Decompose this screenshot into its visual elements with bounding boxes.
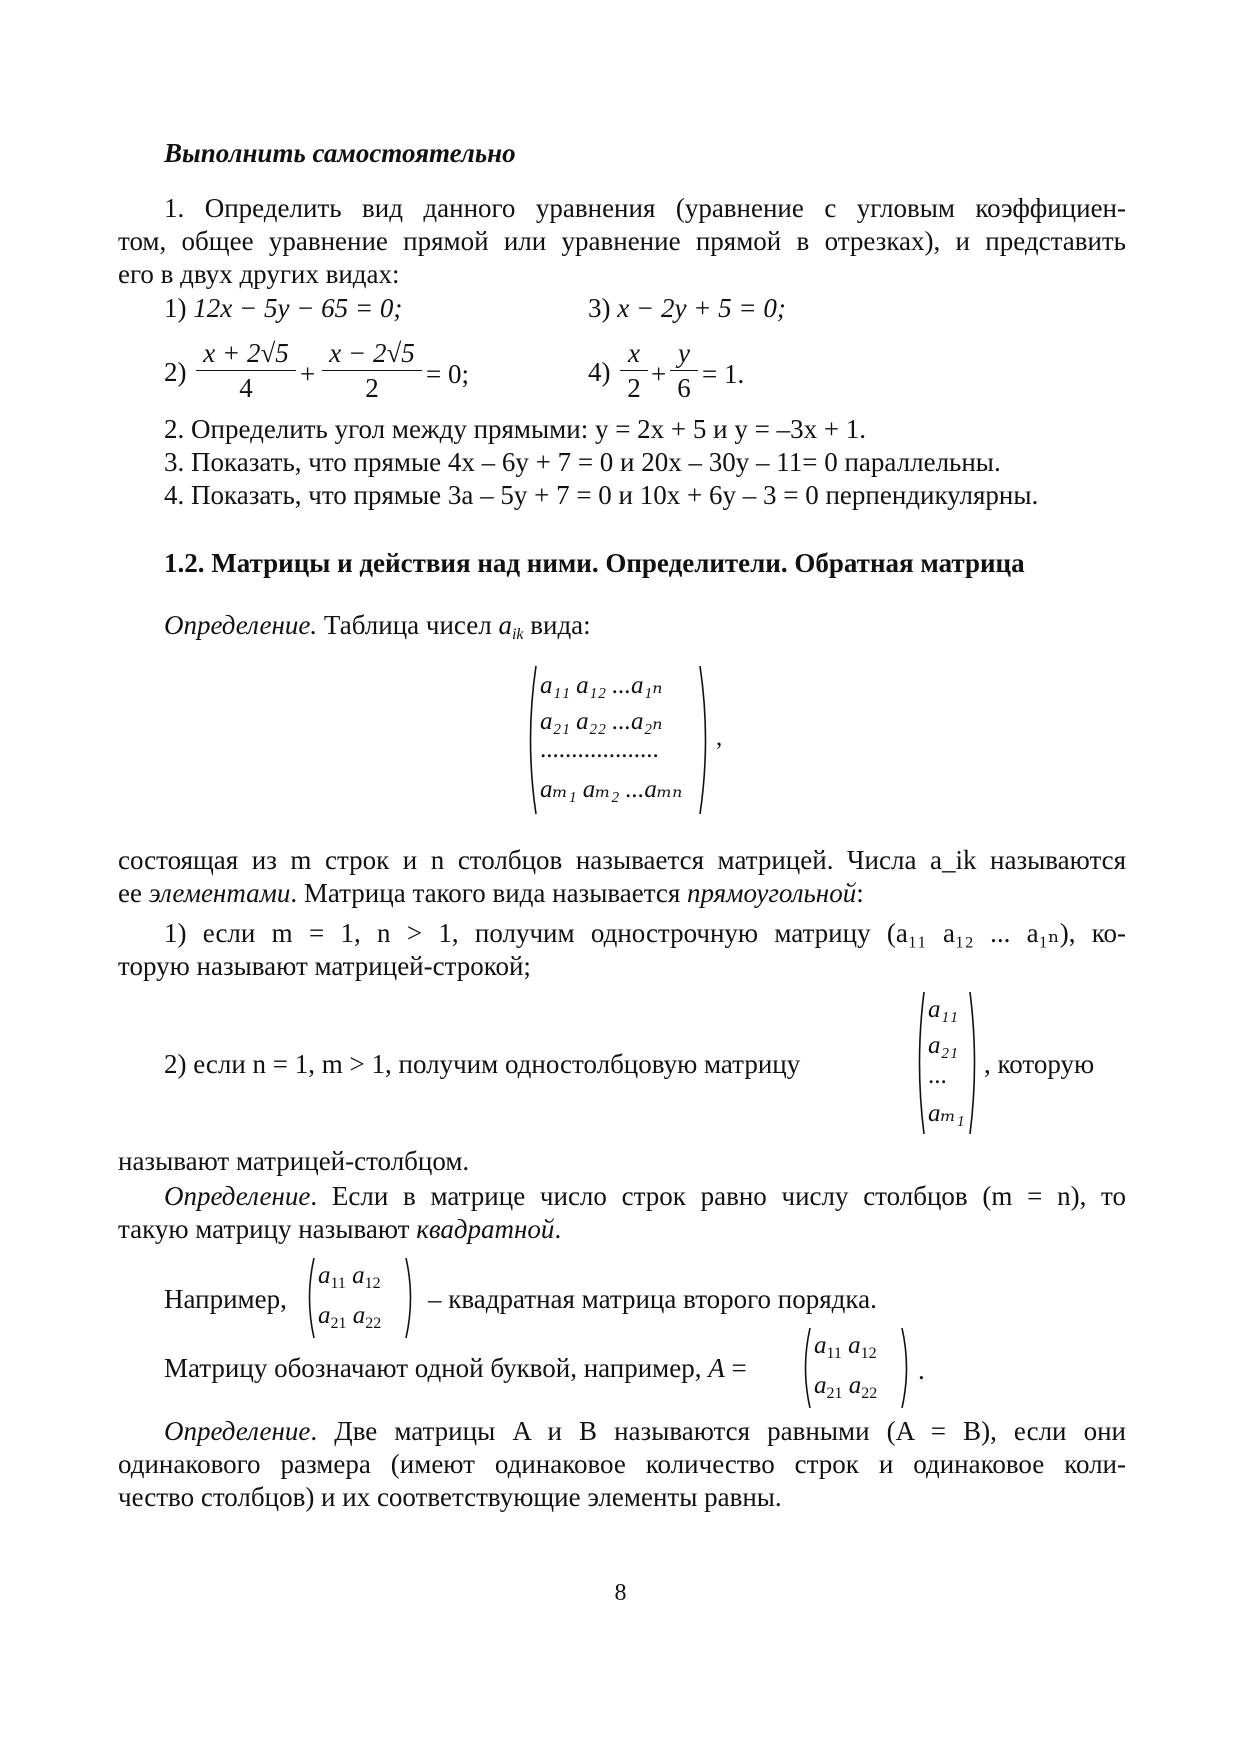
- right-paren-icon: [968, 990, 980, 1136]
- eq2-frac2-den: 2: [365, 373, 379, 403]
- left-paren-icon: [304, 1256, 316, 1340]
- example-lead: Например,: [164, 1284, 287, 1314]
- matrix-cell: aₘ₁: [540, 776, 577, 803]
- def3-label: Определение: [164, 1416, 311, 1446]
- eq4-frac1-num: x: [620, 338, 648, 371]
- eq2-frac1-den: 4: [239, 373, 253, 403]
- column-matrix: [914, 990, 982, 1136]
- right-paren-icon: [698, 664, 712, 816]
- item1-line2: торую называют матрицей-строкой;: [118, 951, 531, 981]
- matrix-cell: ...aₘₙ: [625, 776, 683, 803]
- eq2-fraction-2: [322, 338, 422, 403]
- para1-text: ее: [118, 878, 142, 908]
- matrix-cell: ...a₁ₙ: [612, 672, 663, 699]
- notation-matrix-row-2: $a_{21}$ $a_{22}$: [814, 1372, 878, 1402]
- matrix-trailing-comma: ,: [716, 724, 723, 751]
- eq3-text: x − 2y + 5 = 0;: [617, 293, 786, 323]
- eq2-tail: = 0;: [426, 359, 469, 389]
- left-paren-icon: [524, 664, 538, 816]
- eq2-fraction-1: [196, 338, 296, 403]
- def3-line1: [164, 1415, 1126, 1448]
- task4: 4. Показать, что прямые 3a – 5y + 7 = 0 и 10x + 6y – 3 = 0 перпендикулярны.: [164, 480, 1039, 510]
- eq2-label: 2): [164, 357, 187, 387]
- example-matrix: [304, 1256, 420, 1340]
- def2-text: . Если в матрице число строк равно числу столбцов (m = n), то: [310, 1181, 1126, 1211]
- para1-line1: состоящая из m строк и n столбцов называется матрицей. Числа a_ik называются: [118, 845, 1126, 875]
- def1-text-after: вида:: [530, 610, 591, 640]
- matrix-cell: a₁₁: [540, 672, 570, 699]
- right-paren-icon: [900, 1326, 912, 1410]
- eq2-frac2-num: x − 2√5: [322, 338, 422, 371]
- def2-line2: [118, 1213, 561, 1246]
- section-title: Выполнить самостоятельно: [164, 138, 516, 168]
- matrix-dots-row: ...................: [540, 736, 659, 763]
- para1-emphasis: прямоугольной: [687, 878, 857, 908]
- eq2-frac1-num: x + 2√5: [196, 338, 296, 371]
- example-matrix-row-1: $a_{11}$ $a_{12}$: [318, 1262, 381, 1292]
- eq4-frac2-den: 6: [677, 373, 691, 403]
- item2-text: 2) если n = 1, m > 1, получим одностолбцовую матрицу: [164, 1049, 801, 1079]
- general-matrix: [524, 664, 724, 816]
- eq4-tail: = 1.: [702, 359, 745, 389]
- equation-3: [588, 292, 786, 325]
- matrix-cell: ...a₂ₙ: [612, 708, 663, 735]
- example-matrix-row-2: $a_{21}$ $a_{22}$: [318, 1302, 382, 1332]
- notation-matrix: [800, 1326, 916, 1410]
- task3: 3. Показать, что прямые 4x – 6y + 7 = 0 и 20x – 30y – 11= 0 параллельны.: [164, 447, 1001, 477]
- eq4-fraction-2: [670, 338, 698, 403]
- notation-var: A: [708, 1353, 725, 1383]
- item2-line2: называют матрицей-столбцом.: [118, 1146, 470, 1176]
- para1-line2: [118, 877, 864, 910]
- eq2-plus: +: [300, 359, 316, 389]
- page-number: 8: [614, 1580, 627, 1606]
- def1-var: a: [498, 610, 512, 640]
- right-paren-icon: [404, 1256, 416, 1340]
- eq4-plus: +: [651, 359, 667, 389]
- def2-text: такую матрицу называют: [118, 1214, 410, 1244]
- def3-text: . Две матрицы A и B называются равными (A = B), если они: [310, 1416, 1126, 1446]
- eq4-frac2-num: y: [670, 338, 698, 371]
- eq3-label: 3): [588, 293, 611, 323]
- column-cell: aₘ₁: [928, 1100, 965, 1127]
- matrix-cell: a₂₁: [540, 708, 570, 735]
- task1-line2: том, общее уравнение прямой или уравнение прямой в отрезках), и представить: [118, 226, 1126, 256]
- eq1-label: 1): [164, 293, 187, 323]
- matrix-cell: a₂₂: [576, 708, 607, 735]
- def1-sub: ik: [511, 626, 524, 643]
- left-paren-icon: [800, 1326, 812, 1410]
- item2-tail: , которую: [984, 1049, 1095, 1079]
- eq1-text: 12x − 5y − 65 = 0;: [193, 293, 403, 323]
- task1-line3: его в двух других видах:: [118, 259, 400, 289]
- column-cell: a₂₁: [928, 1032, 958, 1059]
- eq4-fraction-1: [620, 338, 648, 403]
- def2-text: .: [554, 1214, 562, 1244]
- notation-eq: =: [724, 1353, 747, 1383]
- def2-label: Определение: [164, 1181, 311, 1211]
- task1-line1: 1. Определить вид данного уравнения (уравнение с угловым коэффициен-: [164, 193, 1126, 223]
- def1-label: Определение.: [164, 610, 318, 640]
- notation-matrix-row-1: $a_{11}$ $a_{12}$: [814, 1332, 877, 1362]
- para1-text: :: [856, 878, 864, 908]
- eq4-label: 4): [588, 357, 611, 387]
- notation-line: [164, 1352, 747, 1385]
- matrix-cell: a₁₂: [576, 672, 607, 699]
- notation-tail: .: [918, 1355, 925, 1385]
- definition-1: [164, 609, 591, 642]
- item1-line1: 1) если m = 1, n > 1, получим однострочную матрицу (a₁₁ a₁₂ ... a₁ₙ), ко-: [164, 918, 1126, 948]
- left-paren-icon: [914, 990, 926, 1136]
- eq4-frac1-den: 2: [627, 373, 641, 403]
- matrix-row-1: [540, 672, 662, 700]
- task2: 2. Определить угол между прямыми: y = 2x + 5 и y = –3x + 1.: [164, 414, 867, 444]
- def3-line3: чество столбцов) и их соответствующие элементы равны.: [118, 1482, 782, 1512]
- para1-text: . Матрица такого вида называется: [290, 878, 681, 908]
- column-cell: a₁₁: [928, 996, 958, 1023]
- def3-line2: одинакового размера (имеют одинаковое количество строк и одинаковое коли-: [118, 1449, 1126, 1479]
- def2-line1: [164, 1180, 1126, 1213]
- section-heading: 1.2. Матрицы и действия над ними. Определители. Обратная матрица: [164, 548, 1025, 578]
- column-cell: ...: [928, 1062, 947, 1089]
- notation-lead: Матрицу обозначают одной буквой, например,: [164, 1353, 702, 1383]
- def1-text-before: Таблица чисел: [323, 610, 492, 640]
- example-tail: – квадратная матрица второго порядка.: [428, 1284, 877, 1314]
- matrix-row-4: [540, 776, 682, 804]
- matrix-row-2: [540, 708, 662, 736]
- para1-emphasis: элементами: [148, 878, 291, 908]
- equation-1: [164, 292, 402, 325]
- matrix-cell: aₘ₂: [582, 776, 620, 803]
- def2-emphasis: квадратной: [416, 1214, 555, 1244]
